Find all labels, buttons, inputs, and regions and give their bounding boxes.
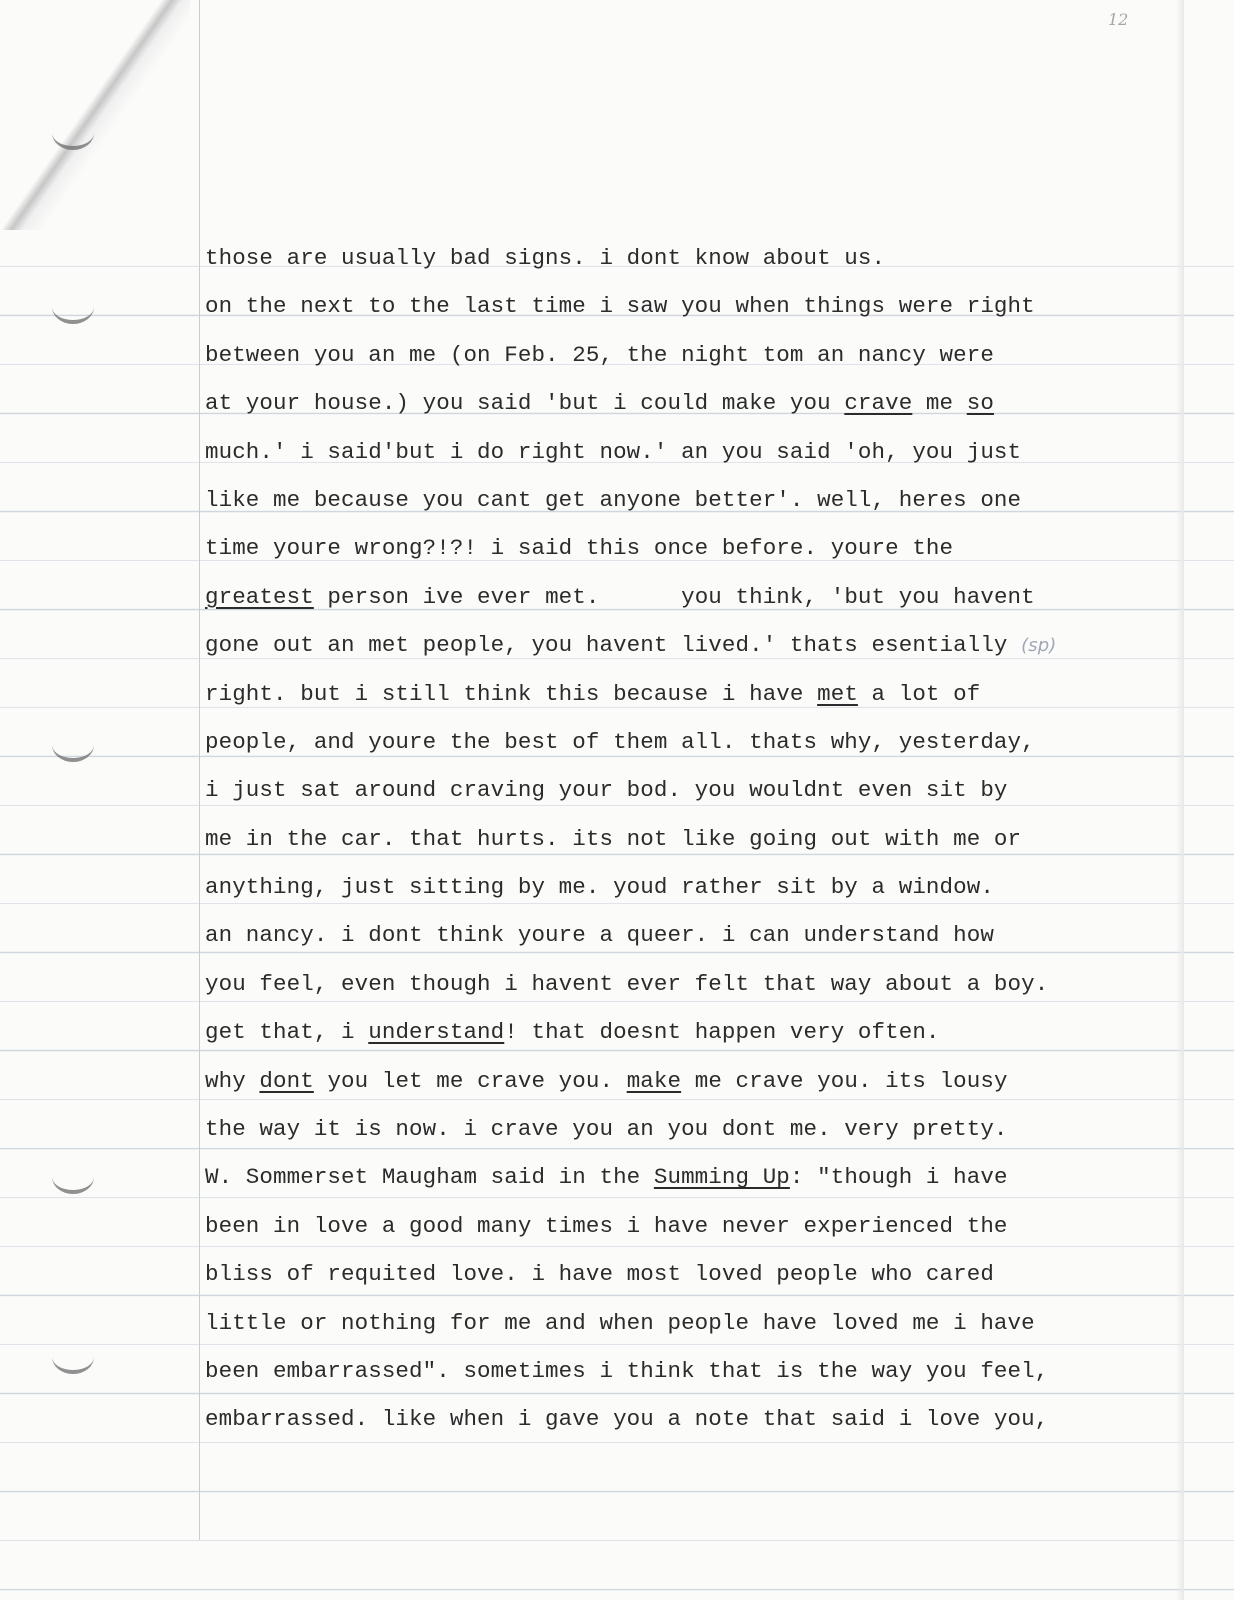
text-line: [205, 1395, 1205, 1443]
underlined-word: greatest: [205, 583, 314, 610]
text-line: [205, 476, 1205, 524]
text-segment: i just sat around craving your bod. you wouldnt even sit by: [205, 777, 1008, 804]
text-line: [205, 670, 1205, 718]
text-segment: like me because you cant get anyone better'. well, heres one: [205, 486, 1022, 513]
binder-hole: [52, 290, 94, 324]
text-segment: people, and youre the best of them all. thats why, yesterday,: [205, 728, 1035, 755]
underlined-word: make: [626, 1067, 682, 1094]
text-line: [205, 428, 1205, 476]
text-line: [205, 331, 1205, 379]
text-line: [205, 1057, 1205, 1105]
underlined-word: so: [966, 390, 994, 417]
text-line: [205, 282, 1205, 330]
text-segment: been embarrassed". sometimes i think that is the way you feel,: [205, 1357, 1049, 1384]
text-segment: embarrassed. like when i gave you a note that said i love you,: [205, 1406, 1049, 1433]
text-segment: a lot of: [857, 680, 981, 707]
binder-hole: [52, 116, 94, 150]
binder-hole: [52, 1160, 94, 1194]
text-line: [205, 1299, 1205, 1347]
text-segment: those are usually bad signs. i dont know about us.: [205, 245, 886, 271]
binder-hole: [52, 728, 94, 762]
underlined-word: Summing Up: [653, 1164, 790, 1191]
text-line: [205, 863, 1205, 911]
text-segment: much.' i said'but i do right now.' an you said 'oh, you just: [205, 438, 1022, 465]
page-number: 12: [1108, 10, 1129, 29]
text-segment: anything, just sitting by me. youd rather sit by a window.: [205, 874, 994, 901]
text-segment: gone out an met people, you havent lived.' thats esentially: [205, 632, 1022, 659]
text-line: [205, 379, 1205, 427]
text-segment: an nancy. i dont think youre a queer. i can understand how: [205, 922, 994, 949]
text-line: [205, 1202, 1205, 1250]
text-segment: get that, i: [205, 1019, 369, 1046]
folded-corner: [0, 0, 190, 230]
text-segment: you feel, even though i havent ever felt that way about a boy.: [205, 970, 1049, 997]
text-line: [205, 1153, 1205, 1201]
text-segment: between you an me (on Feb. 25, the night tom an nancy were: [205, 341, 994, 368]
text-segment: person ive ever met. you think, 'but you havent: [313, 583, 1035, 610]
handwritten-annotation: (sp): [1021, 635, 1057, 657]
text-segment: me in the car. that hurts. its not like going out with me or: [205, 825, 1022, 852]
text-segment: you let me crave you.: [313, 1067, 627, 1094]
text-line: [205, 1347, 1205, 1395]
typed-letter-text: [205, 234, 1205, 1444]
text-segment: time youre wrong?!?! i said this once before. youre the: [205, 535, 954, 562]
underlined-word: met: [817, 680, 858, 707]
text-line: [205, 1250, 1205, 1298]
text-segment: little or nothing for me and when people have loved me i have: [205, 1309, 1035, 1336]
text-segment: bliss of requited love. i have most loved people who cared: [205, 1261, 994, 1288]
underlined-word: understand: [368, 1019, 505, 1046]
text-segment: W. Sommerset Maugham said in the: [205, 1164, 654, 1191]
text-line: [205, 524, 1205, 572]
text-line: [205, 1105, 1205, 1153]
text-segment: on the next to the last time i saw you when things were right: [205, 293, 1035, 320]
text-segment: at your house.) you said 'but i could make you: [205, 390, 845, 417]
text-segment: ! that doesnt happen very often.: [504, 1019, 940, 1046]
text-line: [205, 573, 1205, 621]
text-line: [205, 234, 1205, 282]
binder-hole: [52, 1340, 94, 1374]
text-segment: me crave you. its lousy: [681, 1067, 1008, 1094]
margin-line: [199, 0, 200, 1540]
text-segment: : "though i have: [789, 1164, 1008, 1191]
text-segment: the way it is now. i crave you an you dont me. very pretty.: [205, 1116, 1008, 1143]
text-line: [205, 815, 1205, 863]
text-segment: why: [205, 1067, 260, 1094]
text-line: [205, 1008, 1205, 1056]
text-line: [205, 911, 1205, 959]
underlined-word: dont: [259, 1067, 314, 1094]
text-line: [205, 960, 1205, 1008]
text-segment: right. but i still think this because i have: [205, 680, 818, 707]
text-line: [205, 718, 1205, 766]
text-line: [205, 621, 1205, 669]
underlined-word: crave: [844, 390, 913, 417]
text-line: [205, 766, 1205, 814]
text-segment: me: [912, 390, 967, 417]
text-segment: been in love a good many times i have never experienced the: [205, 1212, 1008, 1239]
